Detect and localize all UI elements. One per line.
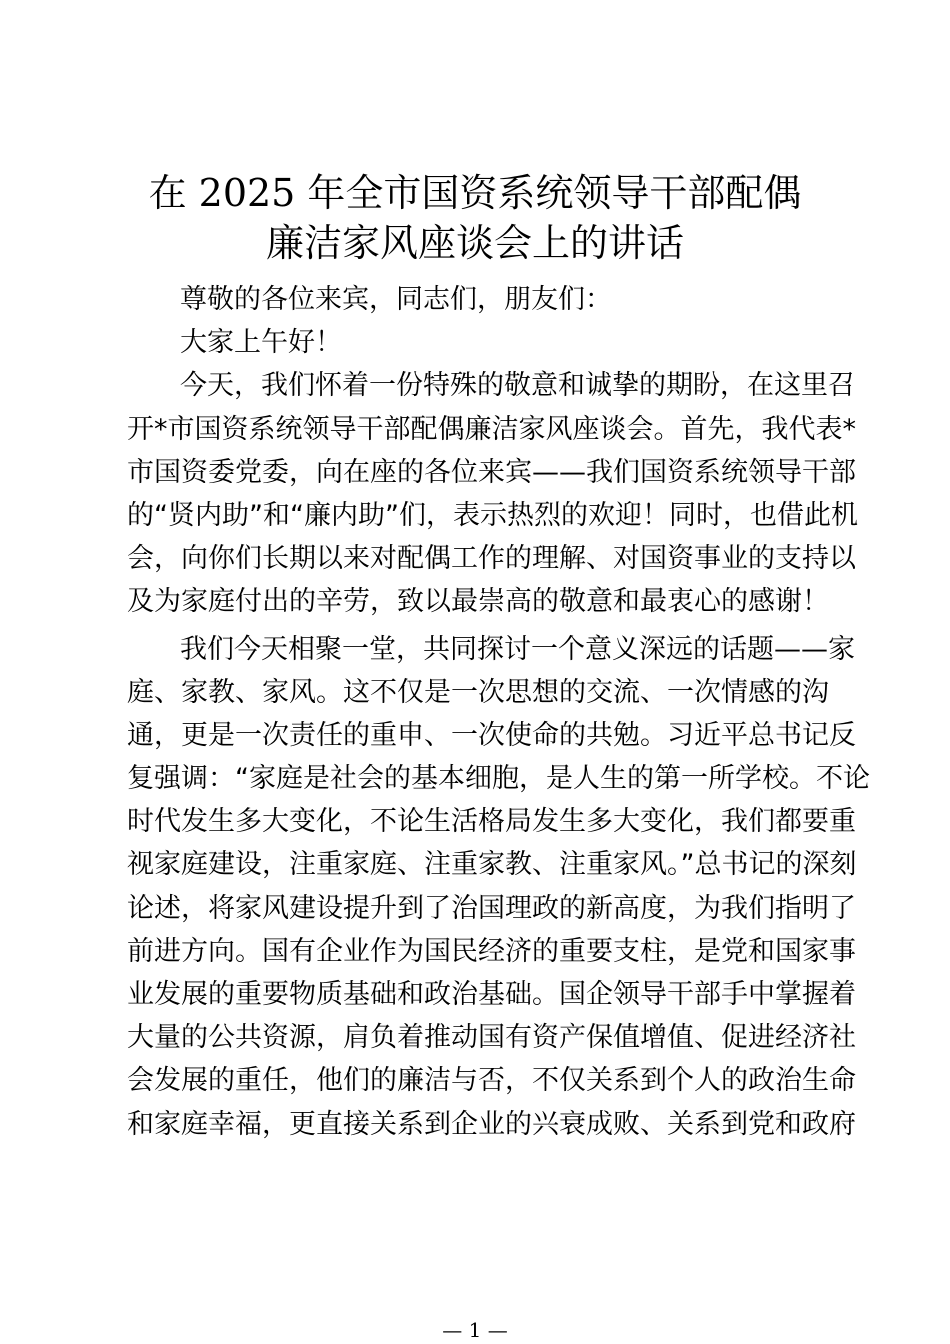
document-title-line-2: 廉洁家风座谈会上的讲话 [265,221,684,265]
greeting: 大家上午好！ [180,327,342,359]
paragraph-line: 论述，将家风建设提升到了治国理政的新高度，为我们指明了 [127,892,856,924]
paragraph [127,364,858,623]
paragraph-line: 我们今天相聚一堂，共同探讨一个意义深远的话题——家 [180,633,855,665]
paragraph-line: 通，更是一次责任的重申、一次使命的共勉。习近平总书记反 [127,719,856,751]
paragraph-line: 的“贤内助”和“廉内助”们，表示热烈的欢迎！同时，也借此机 [127,499,858,531]
paragraph-line: 今天，我们怀着一份特殊的敬意和诚挚的期盼，在这里召 [180,370,855,402]
paragraph-line: 会发展的重任，他们的廉洁与否，不仅关系到个人的政治生命 [127,1065,856,1097]
paragraph-line: 时代发生多大变化，不论生活格局发生多大变化，我们都要重 [127,806,856,838]
document-body [127,278,870,1146]
document-title-line-1: 在 2025 年全市国资系统领导干部配偶 [148,171,802,215]
paragraph-line: 视家庭建设，注重家庭、注重家教、注重家风。”总书记的深刻 [127,849,857,881]
paragraph [127,628,870,1146]
paragraph-line: 前进方向。国有企业作为国民经济的重要支柱，是党和国家事 [127,935,856,967]
paragraph-line: 业发展的重要物质基础和政治基础。国企领导干部手中掌握着 [127,979,856,1010]
paragraph-line: 复强调：“家庭是社会的基本细胞，是人生的第一所学校。不论 [127,763,870,795]
paragraph-line: 及为家庭付出的辛劳，致以最崇高的敬意和最衷心的感谢！ [127,586,829,618]
paragraph-line: 市国资委党委，向在座的各位来宾——我们国资系统领导干部 [127,456,856,488]
salutation: 尊敬的各位来宾，同志们，朋友们： [180,284,612,315]
page-number: — 1 — [442,1318,508,1342]
paragraph-line: 和家庭幸福，更直接关系到企业的兴衰成败、关系到党和政府 [127,1108,856,1140]
paragraph-line: 庭、家教、家风。这不仅是一次思想的交流、一次情感的沟 [127,676,829,708]
paragraph-line: 开*市国资系统领导干部配偶廉洁家风座谈会。首先，我代表* [127,413,856,445]
paragraph-line: 会，向你们长期以来对配偶工作的理解、对国资事业的支持以 [127,543,856,575]
paragraph-line: 大量的公共资源，肩负着推动国有资产保值增值、促进经济社 [127,1022,856,1054]
paragraphs [127,364,870,1145]
